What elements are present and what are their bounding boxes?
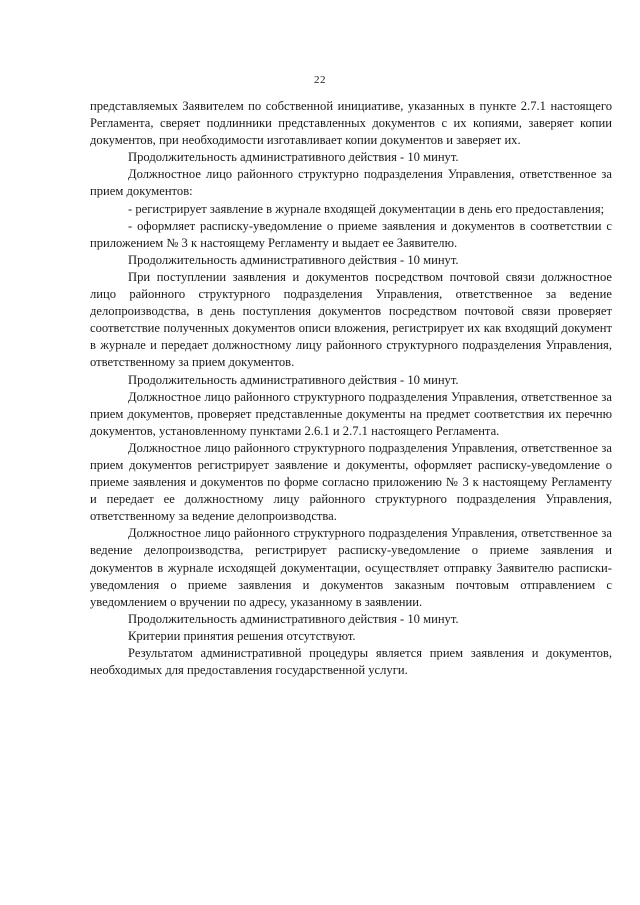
paragraph-responsible-official: Должностное лицо районного структурно подразделения Управления, ответственное за прием документов: <box>90 167 612 199</box>
paragraph-duration: Продолжительность административного действия - 10 минут. <box>128 372 459 387</box>
paragraph-register-step: - регистрирует заявление в журнале входящей документации в день его предоставления; <box>128 201 605 216</box>
paragraph-criteria: Критерии принятия решения отсутствуют. <box>128 628 356 643</box>
page-number: 22 <box>314 74 326 86</box>
document-body <box>90 98 612 679</box>
paragraph-receipt-step: - оформляет расписку-уведомление о приеме заявления и документов в соответствии с приложением № 3 к настоящему Регламенту и выдает ее Заявителю. <box>90 218 612 250</box>
paragraph-duration: Продолжительность административного действия - 10 минут. <box>128 150 459 165</box>
paragraph-outgoing-registration: Должностное лицо районного структурного подразделения Управления, ответственное за ведение делопроизводства, регистрирует расписку-уведомление о приеме заявления и документов в журнале исходящей документации, осуществляет отправку Заявителю расписки-уведомления о приеме заявления и документов заказным почтовым отправлением с уведомлением о вручении по адресу, указанному в заявлении. <box>90 526 612 609</box>
paragraph-duration: Продолжительность административного действия - 10 минут. <box>128 252 459 267</box>
paragraph-registration: Должностное лицо районного структурного подразделения Управления, ответственное за прием документов регистрирует заявление и документы, оформляет расписку-уведомление о приеме заявления и документов по форме согласно приложению № 3 к настоящему Регламенту и передает ее должностному лицу районного структурного подразделения Управления, ответственному за ведение делопроизводства. <box>90 440 612 524</box>
paragraph-duration: Продолжительность административного действия - 10 минут. <box>128 611 459 626</box>
paragraph-result: Результатом административной процедуры является прием заявления и документов, необходимых для предоставления государственной услуги. <box>90 646 612 678</box>
paragraph-document-check: Должностное лицо районного структурного подразделения Управления, ответственное за прием документов, проверяет представленные документы на предмет соответствия их перечню документов, установленному пунктами 2.6.1 и 2.7.1 настоящего Регламента. <box>90 389 612 438</box>
paragraph-postal-receipt: При поступлении заявления и документов посредством почтовой связи должностное лицо районного структурного подразделения Управления, ответственное за ведение делопроизводства, в день поступления документов посредством почтовой связи проверяет соответствие полученных документов описи вложения, регистрирует их как входящий документ в журнале и передает должностному лицу районного структурного подразделения Управления, ответственному за прием документов. <box>90 269 612 370</box>
paragraph-continuation: представляемых Заявителем по собственной инициативе, указанных в пункте 2.7.1 настоящего Регламента, сверяет подлинники представленных документов с их копиями, заверяет копии документов, при необходимости изготавливает копии документов и заверяет их. <box>90 99 612 148</box>
